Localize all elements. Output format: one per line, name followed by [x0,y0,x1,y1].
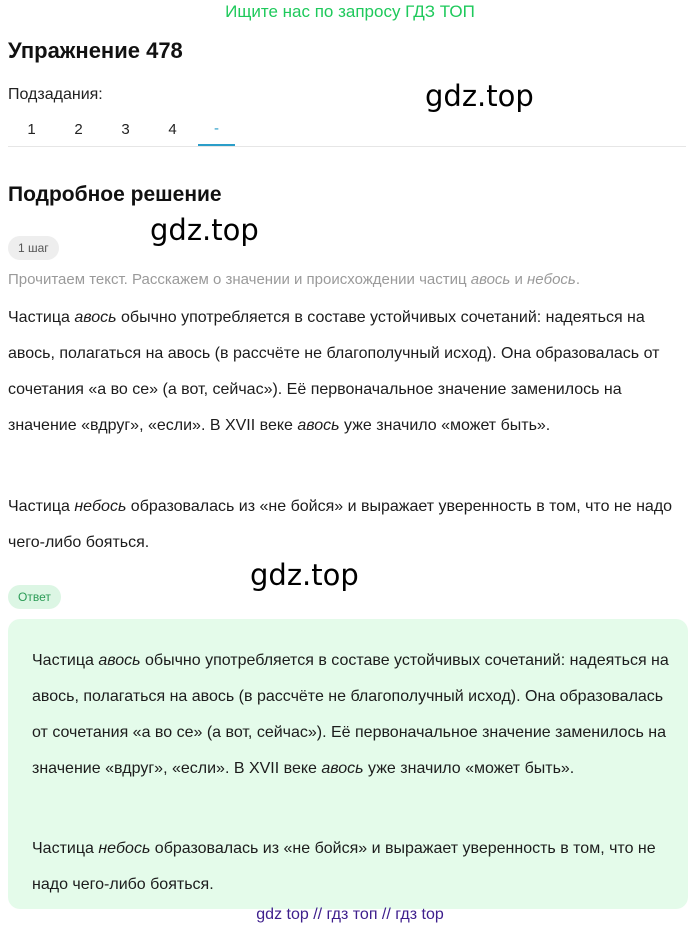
watermark: gdz.top [150,213,259,247]
footer-links[interactable]: gdz top // гдз топ // гдз top [256,906,444,923]
tabs-divider [8,146,686,147]
tab-subtask-1[interactable]: 1 [27,120,36,138]
watermark: gdz.top [250,558,359,592]
answer-box [8,619,688,909]
tab-subtask-3[interactable]: 3 [121,120,130,138]
answer-badge: Ответ [8,585,61,609]
watermark: gdz.top [425,79,534,113]
exercise-title: Упражнение 478 [8,38,183,63]
solution-title: Подробное решение [8,183,222,206]
tab-subtask-current[interactable]: - [198,112,235,146]
step-intro: Прочитаем текст. Расскажем о значении и происхождении частиц авось и небось. [8,271,580,288]
subtask-tabs [8,112,235,146]
promo-banner[interactable]: Ищите нас по запросу ГДЗ ТОП [225,2,475,21]
answer-paragraph: Частица авось обычно употребляется в составе устойчивых сочетаний: надеяться на авось, полагаться на авось (в рассчёте не благополучный исход). Она образовалась от сочетания «а во се» (а вот, сейчас»). Её первоначальное значение заменилось на значение «вдруг», «если». В XVII веке авось уже значило «может быть». [32,652,669,777]
solution-paragraph: Частица авось обычно употребляется в составе устойчивых сочетаний: надеяться на авось, полагаться на авось (в рассчёте не благополучный исход). Она образовалась от сочетания «а во се» (а вот, сейчас»). Её первоначальное значение заменилось на значение «вдруг», «если». В XVII веке авось уже значило «может быть». [8,309,660,434]
tab-subtask-2[interactable]: 2 [74,120,83,138]
tab-subtask-4[interactable]: 4 [168,120,177,138]
subtasks-label: Подзадания: [8,86,103,103]
answer-paragraph: Частица небось образовалась из «не бойся» и выражает уверенность в том, что не надо чего-либо бояться. [32,840,656,893]
step-badge: 1 шаг [8,236,59,260]
solution-paragraph: Частица небось образовалась из «не бойся» и выражает уверенность в том, что не надо чего-либо бояться. [8,498,673,551]
